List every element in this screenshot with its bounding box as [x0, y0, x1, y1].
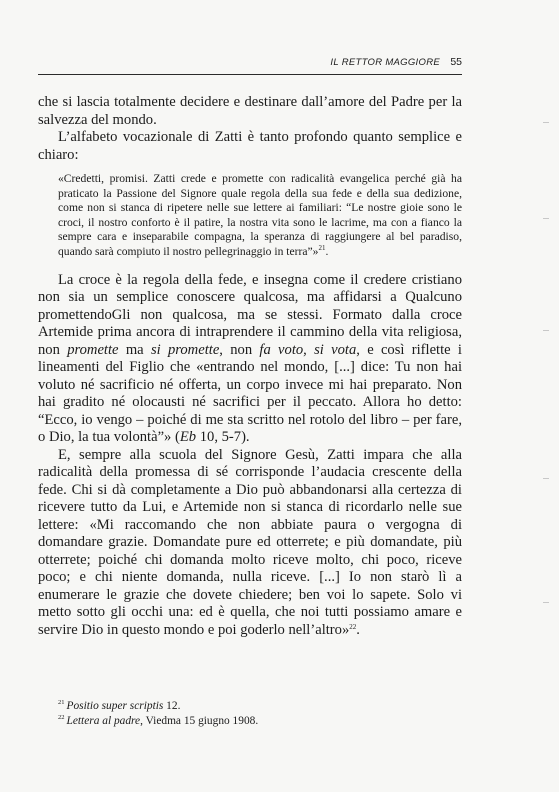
footnote-22 — [58, 714, 462, 729]
p3-text-c: , non — [219, 341, 260, 358]
paragraph-3 — [38, 272, 462, 447]
p4-text: E, sempre alla scuola del Signore Gesù, Zatti impara che alla radicalità della promessa di sé corrisponde l’audacia crescente della fede. Chi si dà completamente a Dio può abbandonarsi alla certezza di ricevere tutto da Lui, e Artemide non si stanca di ricordarlo nelle sue lettere: «Mi raccomando che non abbiate paura o vergogna di domandare grazie. Domandate pure ed otterrete; e più domandate, più otterrete; poiché chi domanda molto riceve molto, chi poco, riceve poco; e chi niente domanda, nulla riceve. [...] Io non starò lì a enumerare le grazie che dovete chiedere; ben voi lo sapete. Solo vi metto sotto gli occhi una: ed è quella, che noi tutti possiamo amare e servire Dio in questo mondo e poi goderlo nell’altro» — [38, 446, 462, 638]
p3-text-d: , — [303, 341, 315, 358]
p3-text-a: La croce è la regola della fede, e insegna come il credere cristiano non sia un semplice conoscere qualcosa, ma affidarsi a Qualcuno promettendoGli non qualcosa, ma se stessi. Formato dalla croce Artemide prima ancora di intraprendere il cammino della vita religiosa, non — [38, 271, 462, 358]
p3-italic-eb: Eb — [179, 429, 197, 446]
p3-italic-si-vota: si vota — [314, 341, 357, 358]
p3-italic-si-promette: si promette — [150, 341, 220, 358]
margin-mark — [543, 330, 549, 331]
paragraph-4: E, sempre alla scuola del Signore Gesù, Zatti impara che alla radicalità della promessa di sé corrisponde l’audacia crescente della fede. Chi si dà completamente a Dio può abbandonarsi alla certezza di ricevere tutto da Lui, e Artemide non si stanca di ricordarlo nelle sue lettere: «Mi raccomando che non abbiate paura o vergogna di domandare grazie. Domandate pure ed otterrete; e più domandate, più otterrete; poiché chi domanda molto riceve molto, chi poco, riceve poco; e chi niente domanda, nulla riceve. [...] Io non starò lì a enumerare le grazie che dovete chiedere; ben voi lo sapete. Solo vi metto sotto gli occhi una: ed è quella, che noi tutti possiamo amare e servire Dio in questo mondo e poi goderlo nell’altro»$^{22}$. — [38, 446, 462, 638]
footnote-number: 22 — [58, 714, 65, 721]
p3-text-e: , e così riflette i lineamenti del Figlio che «entrando nel mondo, [...] dice: Tu non hai voluto né sacrificio né offerta, un corpo invece mi hai preparato. Non hai gradito né olocausti né sacrifici per il peccato. Allora ho detto: “Ecco, io vengo – poiché di me sta scritto nel rotolo del libro – per fare, o Dio, la tua volontà”» ( — [38, 341, 462, 446]
p3-italic-promette: promette — [67, 341, 119, 358]
block-quote: «Credetti, promisi. Zatti crede e promette con radicalità evangelica perché già ha praticato la Passione del Signore quale regola della sua fede e della sua dedizione, come non si stanca di ripetere nelle sue lettere ai familiari: “Le nostre gioie sono le croci, il nostro conforto è il patire, la nostra vita sono le lacrime, ma con a fianco la sempre cara e inseparabile compagna, la speranza di raggiungere al bel paradiso, quando sarà compiuto il nostro pellegrinaggio in terra”»$^{21}$. — [58, 172, 462, 258]
footnote-source-title: Positio super scriptis — [66, 700, 164, 712]
running-header — [38, 56, 462, 75]
footnote-ref-22: 22 — [349, 622, 357, 631]
p3-italic-fa-voto: fa voto — [259, 341, 304, 358]
footnote-source-detail: , Viedma 15 giugno 1908. — [140, 715, 259, 727]
footnote-number: 21 — [58, 699, 65, 706]
footnotes — [58, 699, 462, 729]
margin-mark — [543, 218, 549, 219]
margin-mark — [543, 122, 549, 123]
margin-mark — [543, 478, 549, 479]
running-title: IL RETTOR MAGGIORE — [330, 57, 440, 68]
paragraph-1: che si lascia totalmente decidere e destinare dall’amore del Padre per la salvezza del mondo. — [38, 94, 462, 128]
footnote-21 — [58, 699, 462, 714]
footnote-source-title: Lettera al padre — [66, 715, 141, 727]
p3-text-f: 10, 5-7). — [196, 429, 250, 446]
main-text — [38, 94, 462, 639]
footnote-source-detail: 12. — [163, 700, 181, 712]
p3-text-b: ma — [118, 341, 151, 358]
block-quote-text: «Credetti, promisi. Zatti crede e promette con radicalità evangelica perché già ha praticato la Passione del Signore quale regola della sua fede e della sua dedizione, come non si stanca di ripetere nelle sue lettere ai familiari: “Le nostre gioie sono le croci, il nostro conforto è il patire, la nostra vita sono le lacrime, ma con a fianco la sempre cara e inseparabile compagna, la speranza di raggiungere al bel paradiso, quando sarà compiuto il nostro pellegrinaggio in terra”» — [58, 172, 462, 258]
paragraph-2: L’alfabeto vocazionale di Zatti è tanto profondo quanto semplice e chiaro: — [38, 129, 462, 163]
page-number: 55 — [450, 56, 462, 68]
margin-mark — [543, 602, 549, 603]
footnote-ref-21: 21 — [318, 243, 326, 252]
